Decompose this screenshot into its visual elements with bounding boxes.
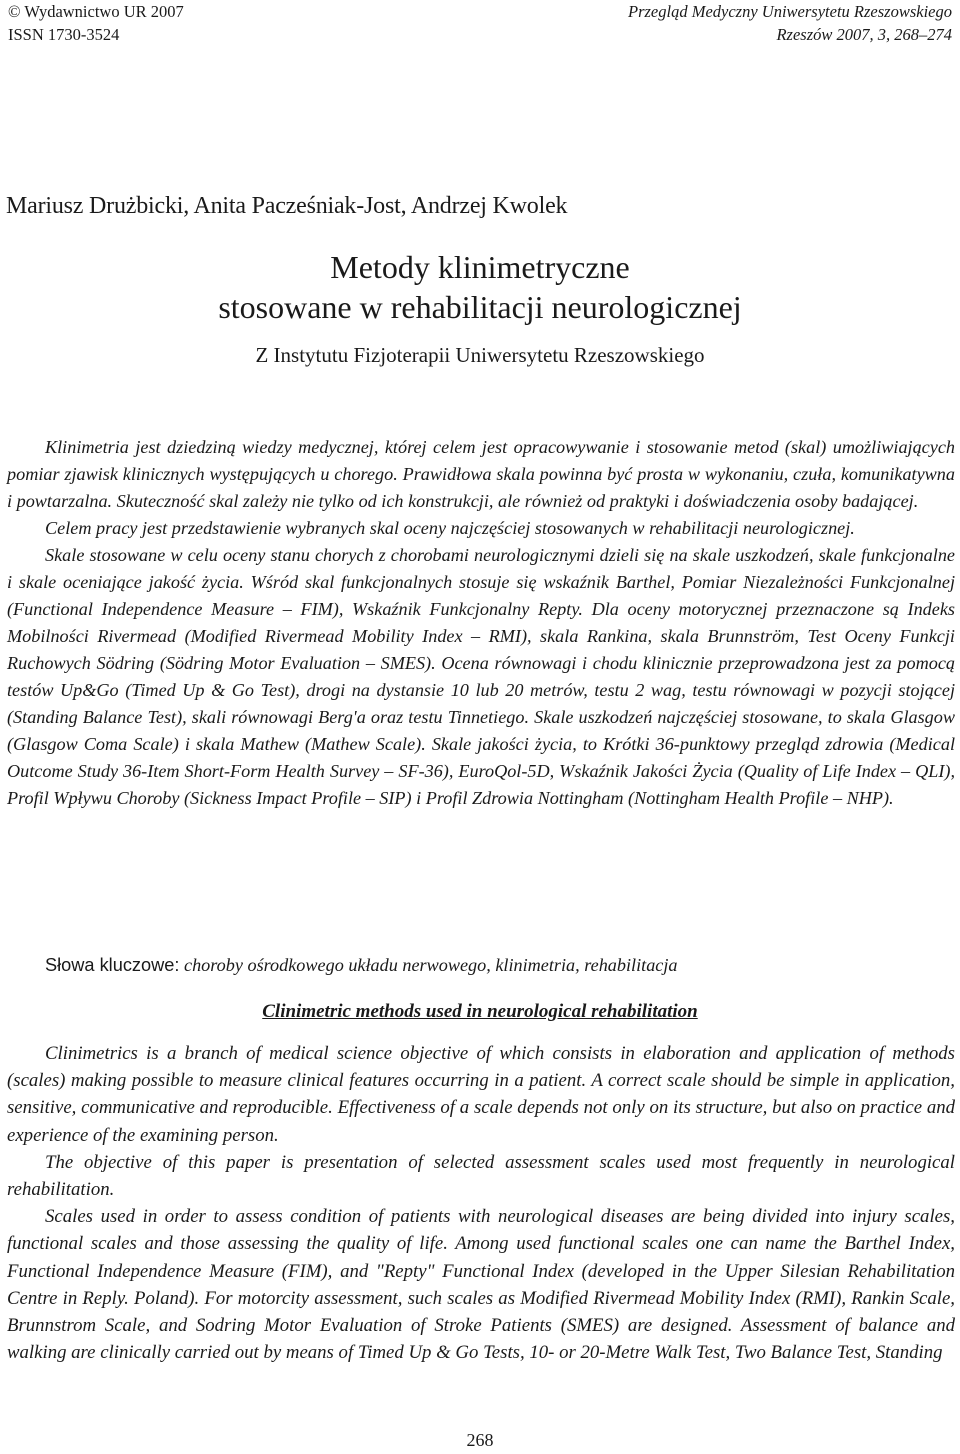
title-line-2: stosowane w rehabilitacji neurologicznej xyxy=(218,289,742,325)
keywords-text: choroby ośrodkowego układu nerwowego, klinimetria, rehabilitacja xyxy=(184,955,678,975)
keywords-label: Słowa kluczowe: xyxy=(45,955,180,975)
keywords xyxy=(7,952,955,979)
abstract-paragraph: Scales used in order to assess condition of patients with neurological diseases are being divided into injury scales, functional scales and those assessing the quality of life. Among used functional scales one can name the Barthel Index, Functional Independence Measure (FIM), and "Repty" Functional Index (developed in the Upper Silesian Rehabilitation Centre in Reply. Poland). For motorcity assessment, such scales as Modified Rivermead Mobility Index (RMI), Rankin Scale, Brunnstrom Scale, and Sodring Motor Evaluation of Stroke Patients (SMES) are designed. Assessment of balance and walking are clinically carried out by means of Timed Up & Go Tests, 10- or 20-Metre Walk Test, Two Balance Test, Standing xyxy=(7,1206,955,1364)
authors: Mariusz Drużbicki, Anita Pacześniak-Jost, Andrzej Kwolek xyxy=(6,193,568,219)
page-number: 268 xyxy=(466,1430,494,1450)
header-left xyxy=(8,0,184,46)
abstract-paragraph: Skale stosowane w celu oceny stanu chorych z chorobami neurologicznymi dzieli się na skale uszkodzeń, skale funkcjonalne i skale oceniające jakość życia. Wśród skal funkcjonalnych stosuje się wskaźnik Barthel, Pomiar Niezależności Funkcjonalnej (Functional Independence Measure – FIM), Wskaźnik Funkcjonalny Repty. Dla oceny motorycznej przeznaczone są Indeks Mobilności Rivermead (Modified Rivermead Mobility Index – RMI), skala Rankina, skala Brunnström, Test Oceny Funkcji Ruchowych Södring (Södring Motor Evaluation – SMES). Ocena równowagi i chodu klinicznie przeprowadzona jest za pomocą testów Up&Go (Timed Up & Go Test), drogi na dystansie 10 lub 20 metrów, testu 2 wag, testu równowagi w pozycji stojącej (Standing Balance Test), skali równowagi Berg'a oraz testu Tinnetiego. Skale uszkodzeń najczęściej stosowane, to skala Glasgow (Glasgow Coma Scale) i skala Mathew (Mathew Scale). Skale jakości życia, to Krótki 36-punktowy przegląd zdrowia (Medical Outcome Study 36-Item Short-Form Health Survey – SF-36), EuroQol-5D, Wskaźnik Jakości Życia (Quality of Life Index – QLI), Profil Wpływu Choroby (Sickness Impact Profile – SIP) i Profil Zdrowia Nottingham (Nottingham Health Profile – NHP). xyxy=(7,545,955,808)
journal-name: Przegląd Medyczny Uniwersytetu Rzeszowskiego xyxy=(628,2,952,21)
abstract-paragraph: Klinimetria jest dziedziną wiedzy medycznej, której celem jest opracowywanie i stosowanie metod (skal) umożliwiających pomiar zjawisk klinicznych występujących u chorego. Prawidłowa skala powinna być prosta w wykonaniu, czuła, komunikatywna i powtarzalna. Skuteczność skal zależy nie tylko od ich konstrukcji, ale również od praktyki i doświadczenia osoby badającej. xyxy=(7,437,955,511)
english-title: Clinimetric methods used in neurological rehabilitation xyxy=(262,1001,698,1022)
abstract-paragraph: Clinimetrics is a branch of medical science objective of which consists in elaboration and application of methods (scales) making possible to measure clinical features occurring in a patient. A correct scale should be simple in application, sensitive, communicative and reproducible. Effectiveness of a scale depends not only on its structure, but also on practice and experience of the examining person. xyxy=(7,1043,955,1146)
abstract-paragraph: Celem pracy jest przedstawienie wybranych skal oceny najczęściej stosowanych w rehabilitacji neurologicznej. xyxy=(45,518,855,538)
english-abstract xyxy=(7,1040,955,1366)
affiliation: Z Instytutu Fizjoterapii Uniwersytetu Rzeszowskiego xyxy=(255,343,705,367)
header-right xyxy=(628,0,952,46)
polish-abstract xyxy=(7,434,955,812)
issn-line: ISSN 1730-3524 xyxy=(8,25,120,44)
article-title xyxy=(0,247,960,327)
abstract-paragraph: The objective of this paper is presentation of selected assessment scales used most frequently in neurological rehabilitation. xyxy=(7,1151,955,1201)
copyright-line: © Wydawnictwo UR 2007 xyxy=(8,2,184,21)
issue-info: Rzeszów 2007, 3, 268–274 xyxy=(776,25,952,44)
title-line-1: Metody klinimetryczne xyxy=(330,249,630,285)
